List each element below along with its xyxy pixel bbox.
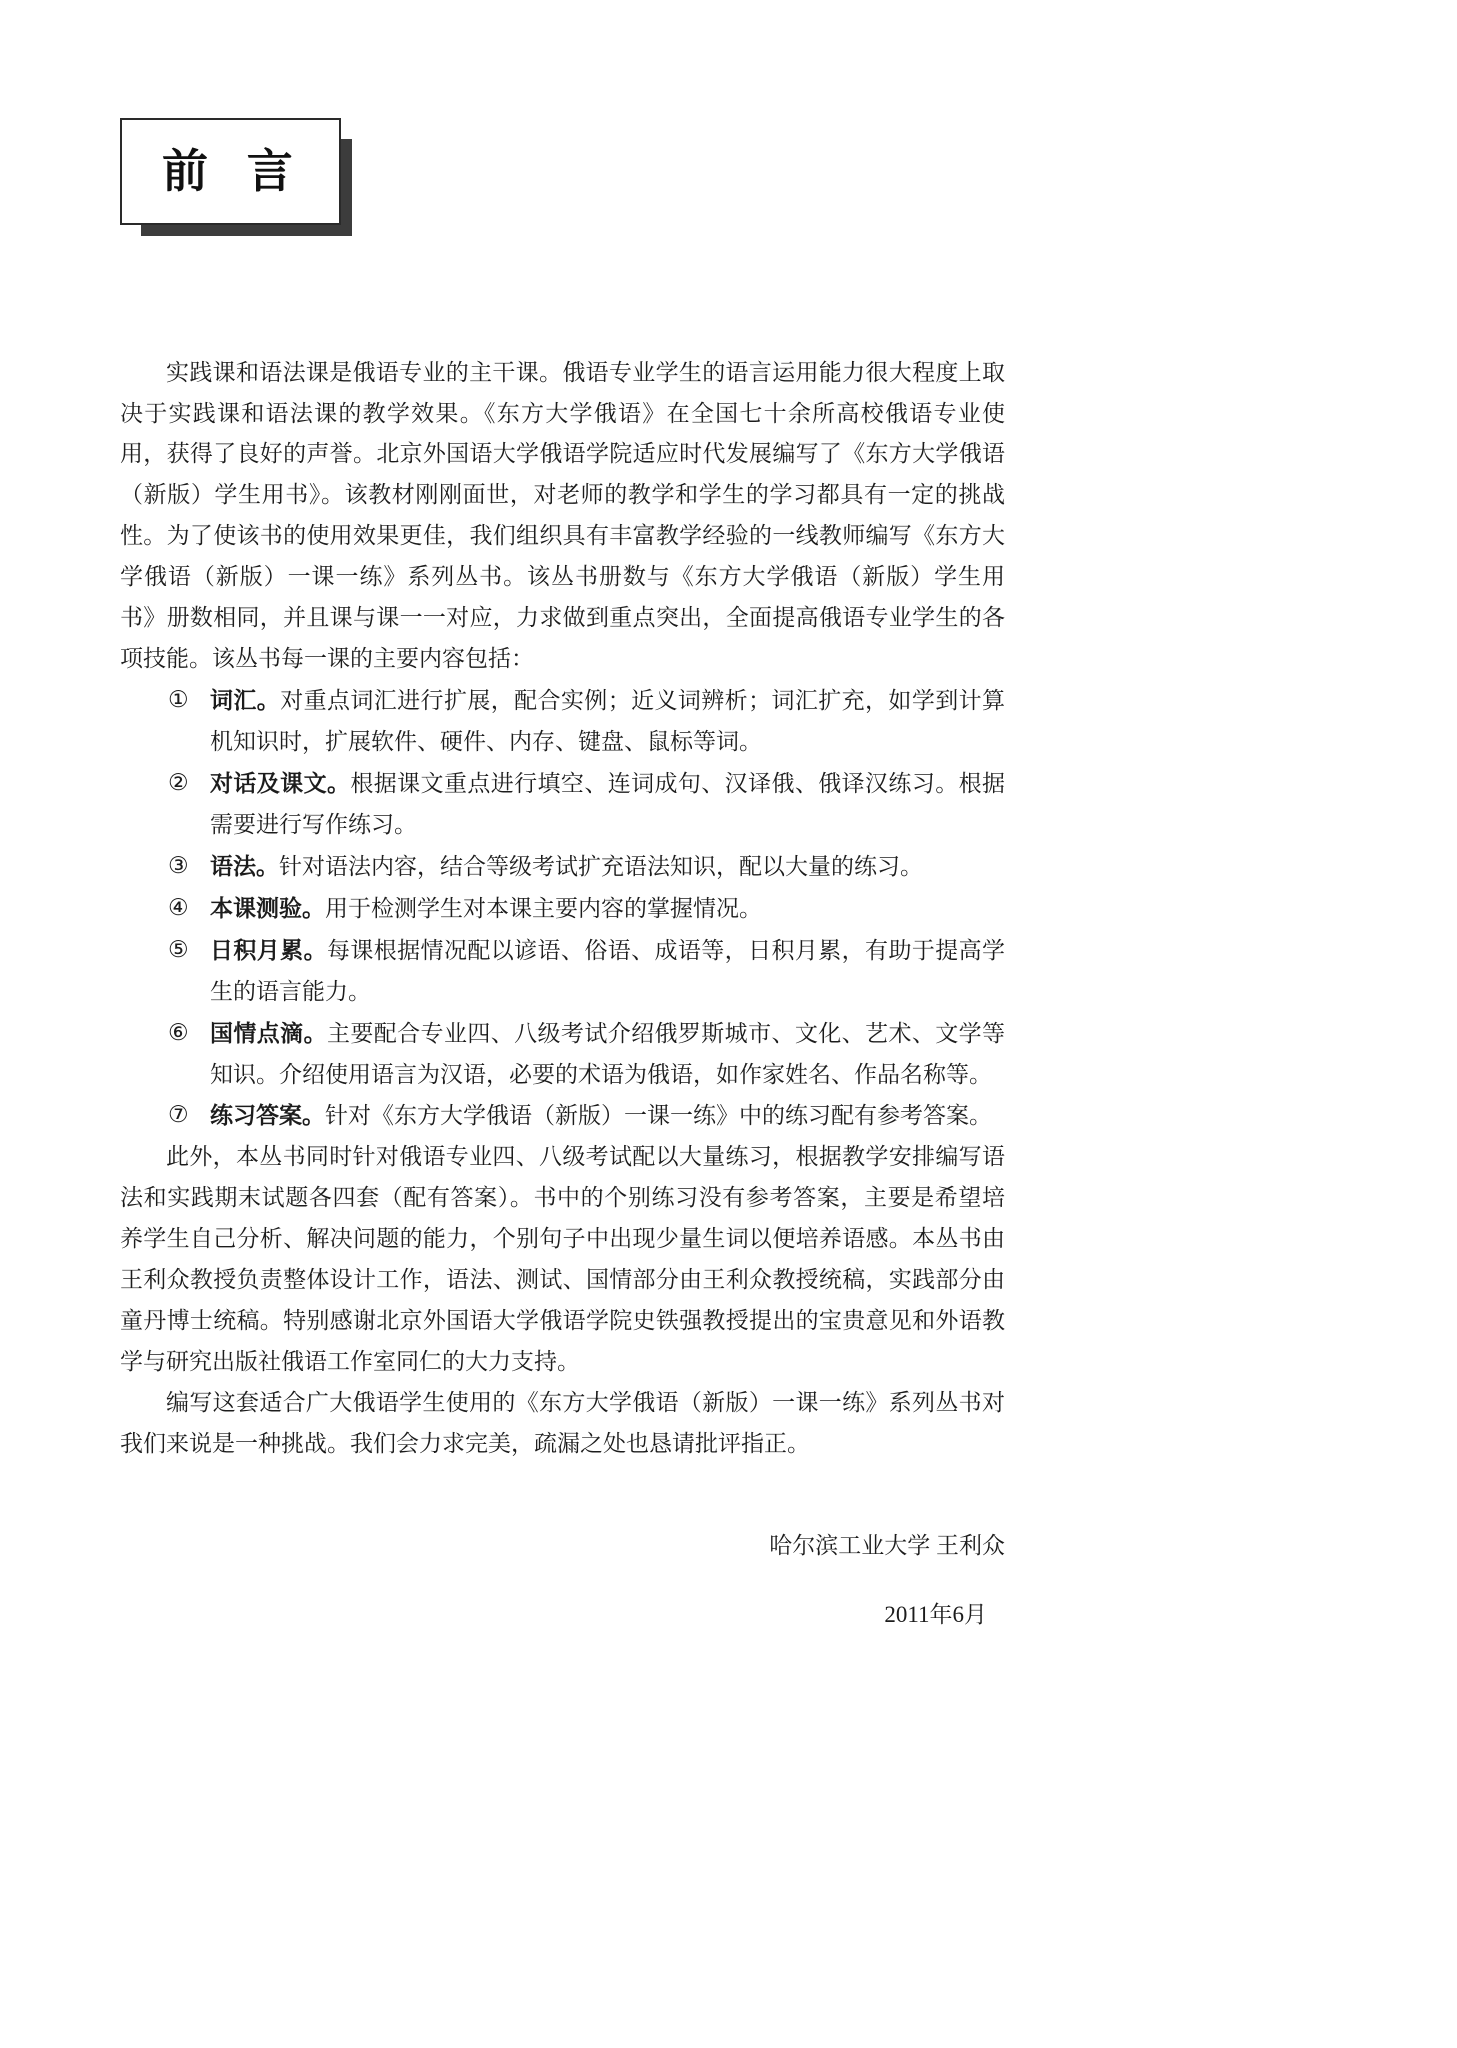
preface-body bbox=[120, 353, 1005, 1649]
item-label: 语法。 bbox=[210, 852, 279, 879]
item-text: 每课根据情况配以谚语、俗语、成语等，日积月累，有助于提高学生的语言能力。 bbox=[210, 937, 1006, 1004]
item-label: 练习答案。 bbox=[210, 1102, 325, 1129]
item-label: 日积月累。 bbox=[210, 936, 327, 963]
item-label: 对话及课文。 bbox=[210, 769, 351, 796]
item-label: 本课测验。 bbox=[210, 894, 325, 921]
signature-author: 哈尔滨工业大学 王利众 bbox=[769, 1532, 1005, 1558]
item-content bbox=[210, 888, 1005, 930]
signature-block bbox=[120, 1511, 1005, 1649]
list-item-4 bbox=[168, 888, 1005, 930]
item-text: 根据课文重点进行填空、连词成句、汉译俄、俄译汉练习。根据需要进行写作练习。 bbox=[210, 770, 1006, 837]
item-number: ③ bbox=[168, 852, 189, 878]
list-item-7 bbox=[168, 1095, 1005, 1137]
intro-paragraph: 实践课和语法课是俄语专业的主干课。俄语专业学生的语言运用能力很大程度上取决于实践课和语法课的教学效果。《东方大学俄语》在全国七十余所高校俄语专业使用，获得了良好的声誉。北京外国语大学俄语学院适应时代发展编写了《东方大学俄语（新版）学生用书》。该教材刚刚面世，对老师的教学和学生的学习都具有一定的挑战性。为了使该书的使用效果更佳，我们组织具有丰富教学经验的一线教师编写《东方大学俄语（新版）一课一练》系列丛书。该丛书册数与《东方大学俄语（新版）学生用书》册数相同，并且课与课一一对应，力求做到重点突出，全面提高俄语专业学生的各项技能。该丛书每一课的主要内容包括： bbox=[120, 359, 1005, 672]
paragraph-additional: 此外，本丛书同时针对俄语专业四、八级考试配以大量练习，根据教学安排编写语法和实践期末试题各四套（配有答案）。书中的个别练习没有参考答案，主要是希望培养学生自己分析、解决问题的能力，个别句子中出现少量生词以便培养语感。本丛书由王利众教授负责整体设计工作，语法、测试、国情部分由王利众教授统稿，实践部分由童丹博士统稿。特别感谢北京外国语大学俄语学院史铁强教授提出的宝贵意见和外语教学与研究出版社俄语工作室同仁的大力支持。 bbox=[120, 1144, 1005, 1375]
item-label: 国情点滴。 bbox=[210, 1019, 327, 1046]
item-text: 针对语法内容，结合等级考试扩充语法知识，配以大量的练习。 bbox=[279, 853, 923, 879]
item-content bbox=[210, 846, 1005, 888]
item-content bbox=[210, 680, 1005, 763]
item-number: ④ bbox=[168, 894, 189, 920]
list-item-1 bbox=[168, 680, 1005, 763]
paragraph-closing: 编写这套适合广大俄语学生使用的《东方大学俄语（新版）一课一练》系列丛书对我们来说是一种挑战。我们会力求完美，疏漏之处也恳请批评指正。 bbox=[120, 1390, 1005, 1456]
item-content bbox=[210, 930, 1005, 1013]
page-title: 前 言 bbox=[162, 145, 295, 197]
item-text: 针对《东方大学俄语（新版）一课一练》中的练习配有参考答案。 bbox=[325, 1103, 992, 1129]
signature-date: 2011年6月 bbox=[884, 1601, 987, 1627]
list-item-6 bbox=[168, 1013, 1005, 1096]
item-number: ⑥ bbox=[168, 1019, 189, 1045]
item-text: 对重点词汇进行扩展，配合实例；近义词辨析；词汇扩充，如学到计算机知识时，扩展软件、硬件、内存、键盘、鼠标等词。 bbox=[210, 688, 1006, 755]
item-number: ② bbox=[168, 769, 189, 795]
item-text: 用于检测学生对本课主要内容的掌握情况。 bbox=[325, 895, 762, 921]
item-label: 词汇。 bbox=[210, 687, 281, 714]
item-content bbox=[210, 1013, 1005, 1096]
item-content bbox=[210, 763, 1005, 846]
list-item-2 bbox=[168, 763, 1005, 846]
list-item-5 bbox=[168, 930, 1005, 1013]
item-number: ⑦ bbox=[168, 1102, 189, 1128]
item-content bbox=[210, 1095, 1005, 1137]
list-item-3 bbox=[168, 846, 1005, 888]
item-number: ⑤ bbox=[168, 936, 189, 962]
preface-title-box bbox=[120, 118, 341, 225]
item-number: ① bbox=[168, 687, 189, 713]
item-text: 主要配合专业四、八级考试介绍俄罗斯城市、文化、艺术、文学等知识。介绍使用语言为汉语，必要的术语为俄语，如作家姓名、作品名称等。 bbox=[210, 1020, 1006, 1087]
